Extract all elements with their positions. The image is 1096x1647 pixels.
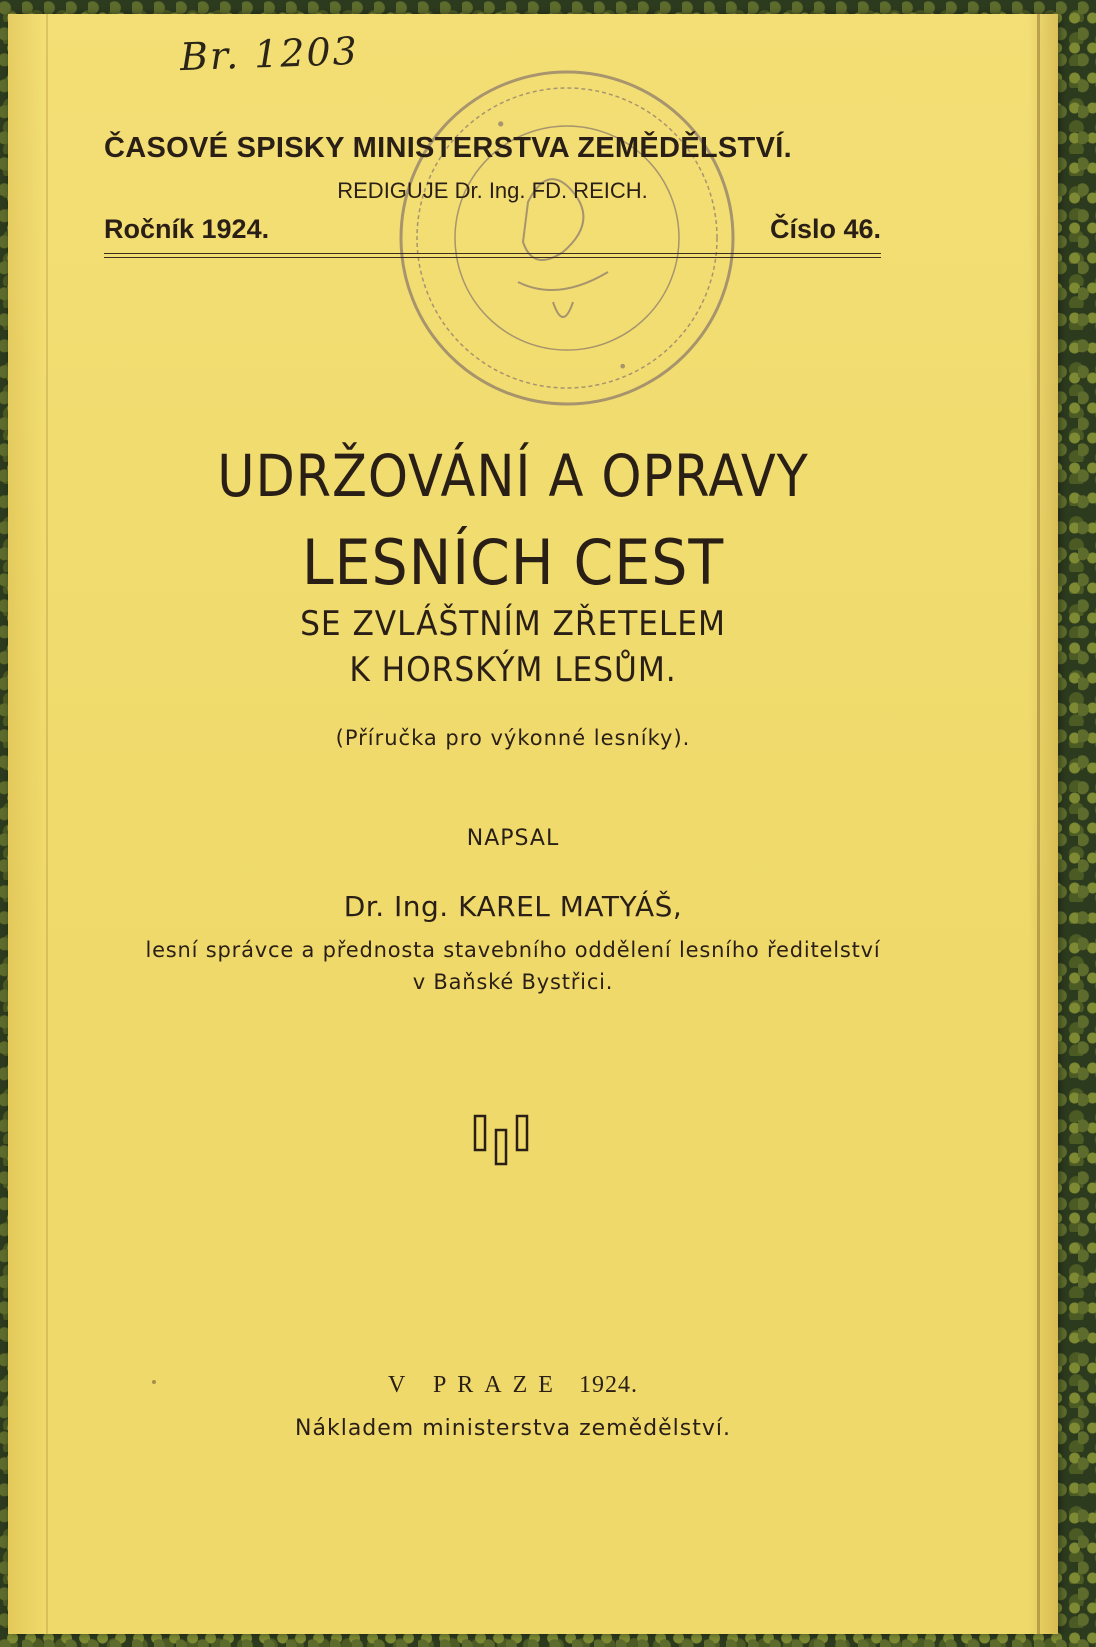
author-name: Dr. Ing. KAREL MATYÁŠ, xyxy=(343,890,683,923)
title-line-2: LESNÍCH CEST xyxy=(301,526,725,599)
handwritten-shelfmark: Br. 1203 xyxy=(179,28,360,80)
svg-text:•: • xyxy=(618,357,628,376)
volume-year: Ročník 1924. xyxy=(104,214,270,244)
imprint-place-year xyxy=(48,1372,978,1399)
subtitle: (Příručka pro výkonné lesníky). xyxy=(335,726,691,750)
byline-label: NAPSAL xyxy=(466,826,560,851)
author-affiliation-line-2: v Baňské Bystřici. xyxy=(412,970,614,994)
author-affiliation-line-1: lesní správce a přednosta stavebního oddělení lesního ředitelství xyxy=(145,938,881,962)
svg-text:•: • xyxy=(492,113,510,137)
editor-line: REDIGUJE Dr. Ing. FD. REICH. xyxy=(337,178,648,203)
series-title: ČASOVÉ SPISKY MINISTERSTVA ZEMĚDĚLSTVÍ. xyxy=(104,132,792,164)
title-page xyxy=(8,14,1058,1634)
imprint-publisher: Nákladem ministerstva zemědělství. xyxy=(295,1416,731,1441)
title-line-3: SE ZVLÁŠTNÍM ZŘETELEM xyxy=(300,604,726,644)
library-stamp xyxy=(378,62,756,414)
title-line-4: K HORSKÝM LESŮM. xyxy=(349,650,677,690)
header-rule-bottom xyxy=(104,257,881,258)
printers-ornament-icon xyxy=(471,1112,531,1168)
issue-number: Číslo 46. xyxy=(769,214,881,244)
page-edge xyxy=(1037,14,1040,1634)
title-line-1: UDRŽOVÁNÍ A OPRAVY xyxy=(217,442,809,510)
header-rule-top xyxy=(104,253,881,254)
imprint-place: V PRAZE xyxy=(388,1372,564,1398)
imprint-year: 1924. xyxy=(578,1372,638,1398)
